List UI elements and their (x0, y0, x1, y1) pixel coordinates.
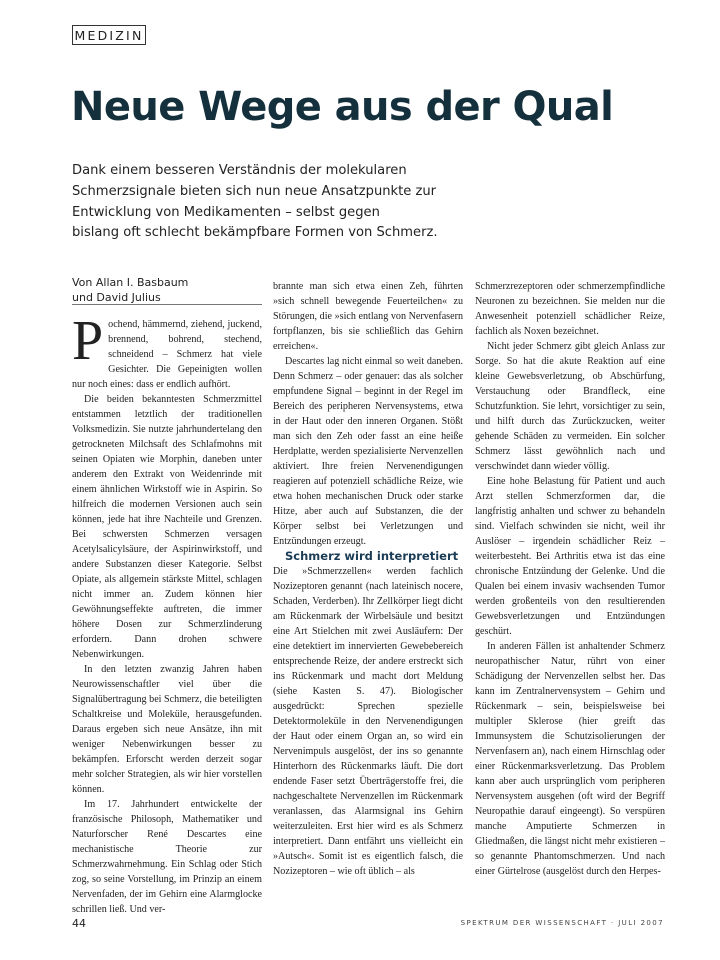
article-lead (72, 161, 592, 244)
paragraph: In anderen Fällen ist anhaltender Schmerz neuropathischer Natur, rührt von einer Schädigung der Nervenzellen selbst her. Das kann im Zentralnervensystem – Gehirn und Rückenmark – sein, beispielsweise bei multipler Sklerose (hier greift das Immunsystem die Schutzisolierungen der Nervenfasern an), nach einem Hirnschlag oder einer Rückenmarksverletzung. Das Problem kann aber auch ursprünglich vom peripheren Nervensystem ausgehen (oft wird der Begriff Neuropathie darauf eingeengt). So verspüren manche Amputierte Schmerzen in Gliedmaßen, die längst nicht mehr existieren – so genannte Phantomschmerzen. Und nach einer Gürtelrose (ausgelöst durch den Herpes- (475, 641, 665, 877)
author-line: Von Allan I. Basbaum (72, 276, 189, 289)
lead-line: Entwicklung von Medikamenten – selbst gegen (72, 204, 380, 220)
lead-line: Dank einem besseren Verständnis der molekularen (72, 163, 407, 178)
author-line: und David Julius (72, 291, 161, 304)
publication-footer: SPEKTRUM DER WISSENSCHAFT · JULI 2007 (460, 919, 664, 927)
page-number: 44 (72, 917, 86, 930)
section-subheading: Schmerz wird interpretiert (285, 549, 459, 563)
paragraph: In den letzten zwanzig Jahren haben Neurowissenschaftler viel über die Signalübertragung bei Schmerz, die beteiligten Schaltkreise und Moleküle, herausgefunden. Daraus ergeben sich neue Ansätze, ihn mit weniger Nebenwirkungen besser zu bekämpfen. Erforscht werden derzeit sogar mehr solcher Strategien, als wir hier vorstellen können. (72, 664, 262, 795)
text-column-2 (273, 279, 463, 879)
paragraph: Descartes lag nicht einmal so weit daneben. Denn Schmerz – oder genauer: das als solcher empfundene Signal – beginnt in der Regel im Bereich des peripheren Nervensystems, etwa in der Haut oder den inneren Organen. Stößt man sich den Zeh oder fasst an eine heiße Herdplatte, werden spezialisierte Nervenzellen aktiviert. Ihre freien Nervenendigungen reagieren auf potenziell schädliche Reize, wie etwa hohen mechanischen Druck oder starke Hitze, aber auch auf Substanzen, die der Körper selbst bei Verletzungen und Entzündungen erzeugt. (273, 356, 463, 547)
paragraph-text: ochend, hämmernd, ziehend, juckend, brennend, bohrend, stechend, schneidend – Schmerz hat viele Gesichter. Die Gepeinigten wollen nur noch eines: dass er endlich aufhört. (72, 319, 262, 390)
text-column-3 (475, 279, 665, 879)
paragraph (72, 310, 262, 392)
paragraph: brannte man sich etwa einen Zeh, führten »sich schnell bewegende Feuerteilchen« zu Störungen, die »sich entlang von Nervenfasern fortpflanzen, bis sie schließlich das Gehirn erreichen«. (273, 281, 463, 352)
section-label: MEDIZIN (72, 25, 146, 45)
paragraph: Schmerzrezeptoren oder schmerzempfindliche Neuronen zu bezeichnen. Sie melden nur die Anwesenheit potenziell schädlicher Reize, fachlich als Noxen bezeichnet. (475, 281, 665, 337)
byline-divider (72, 304, 262, 305)
lead-line: Schmerzsignale bieten sich nun neue Ansatzpunkte zur (72, 183, 437, 199)
byline (72, 275, 262, 305)
paragraph: Eine hohe Belastung für Patient und auch Arzt stellen Schmerzformen dar, die langfristig anhalten und schwer zu behandeln sind. Vielfach schwinden sie nicht, weil ihr Auslöser – irgendein schädlicher Reiz – weiterbesteht. Bei Arthritis etwa ist das eine chronische Entzündung der Gelenke. Und die Qualen bei einem invasiv wachsenden Tumor werden großenteils von den resultierenden Gewebsverletzungen und Entzündungen geschürt. (475, 476, 665, 637)
lead-line: bislang oft schlecht bekämpfbare Formen von Schmerz. (72, 225, 438, 241)
paragraph: Nicht jeder Schmerz gibt gleich Anlass zur Sorge. So hat die akute Reaktion auf eine kleine Gewebsverletzung, ob Abschürfung, Verstauchung oder Brandfleck, eine Schutzfunktion. Sie lehrt, vorsichtiger zu sein, und hilft durch das Zurückzucken, weiter gehende Schäden zu vermeiden. Ein solcher Schmerz lässt gewöhnlich nach und verschwindet dann wieder völlig. (475, 341, 665, 472)
drop-cap: P (72, 310, 104, 372)
text-column-1 (72, 310, 262, 917)
article-title: Neue Wege aus der Qual (71, 84, 614, 130)
paragraph: Im 17. Jahrhundert entwickelte der französische Philosoph, Mathematiker und Naturforscher René Descartes eine mechanistische Theorie zur Schmerzwahrnehmung. Ein Schlag oder Stich zog, so seine Vorstellung, im Prinzip an einem Nervenfaden, der im Gehirn eine Alarmglocke schrillen ließ. Und ver- (72, 799, 262, 915)
paragraph: Die »Schmerzzellen« werden fachlich Nozizeptoren genannt (nach lateinisch nocere, Schaden, Verderben). Ihr Zellkörper liegt dicht am Rückenmark der Wirbelsäule und besitzt eine Art Stielchen mit zwei Ausläufern: Der eine detektiert im innervierten Gewebebereich entsprechende Reize, der andere erstreckt sich ins Rückenmark und macht dort Meldung (siehe Kasten S. 47). Biologischer ausgedrückt: Sprechen spezielle Detektormoleküle in den Nervenendigungen der Haut oder einem Organ an, so wird ein Nervenimpuls ausgelöst, der ins so genannte Hinterhorn des Rückenmarks läuft. Die dort endende Faser setzt Überträgerstoffe frei, die nachgeschaltete Nervenzellen im Rückenmark veranlassen, das Alarmsignal ins Gehirn weiterzuleiten. Erst hier wird es als Schmerz interpretiert. Dann entfährt uns vielleicht ein »Autsch«. Somit ist es eigentlich falsch, die Nozizeptoren – wie oft üblich – als (273, 566, 463, 877)
paragraph: Die beiden bekanntesten Schmerzmittel entstammen letztlich der traditionellen Volksmedizin. Sie nutzte jahrhundertelang den getrockneten Milchsaft des Schlafmohns mit seinen Opiaten wie Morphin, daneben unter anderem den Extrakt von Weidenrinde mit einem ähnlichen Wirkstoff wie in Aspirin. So hilfreich die modernen Versionen auch sein können, jede hat ihre Nachteile und Grenzen. Bei schwersten Schmerzen versagen Acetylsalicylsäure, der Aspirinwirkstoff, und andere Substanzen dieser Kategorie. Selbst Opiate, als allgemein stärkste Mittel, schlagen nicht immer an. Zudem können hier Gewöhnungseffekte auftreten, die immer höhere Dosen zur Schmerzlinderung erfordern. Dann drohen schwere Nebenwirkungen. (72, 394, 262, 660)
